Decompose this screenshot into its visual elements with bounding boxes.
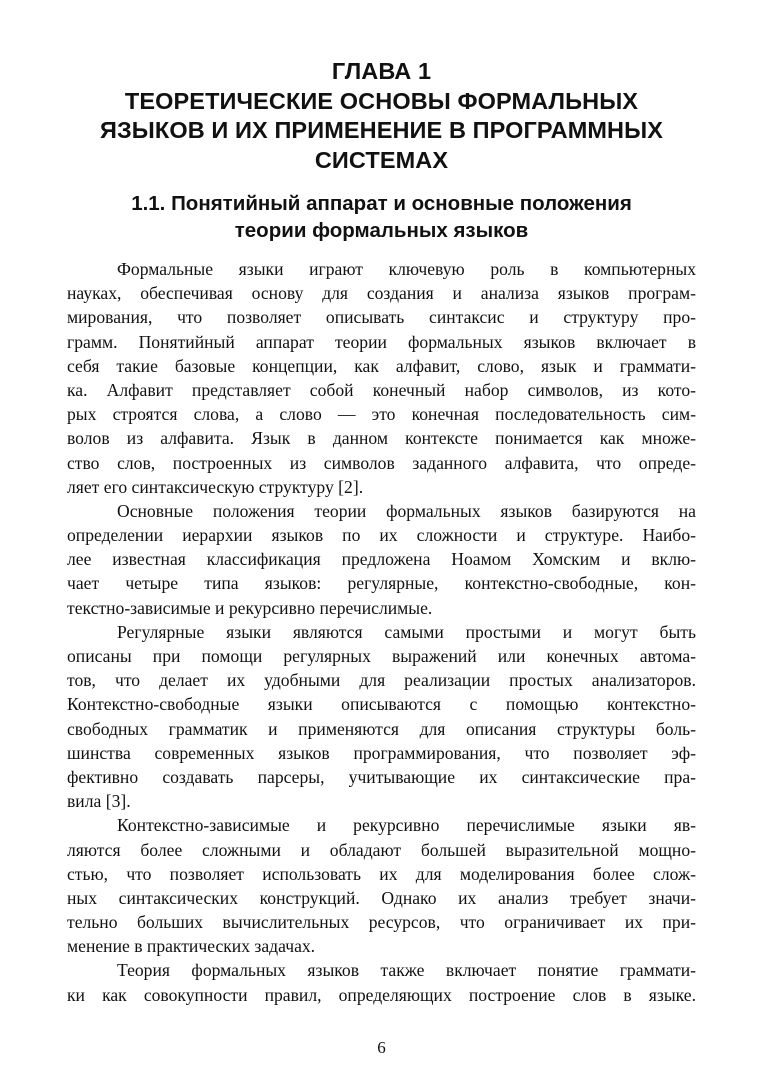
paragraph-line: Теория формальных языков также включает понятие граммати- (117, 960, 696, 981)
body-text (67, 257, 696, 1007)
paragraph-line: стью, что позволяет использовать их для моделирования более слож- (67, 863, 696, 884)
chapter-heading (40, 57, 723, 175)
paragraph (67, 257, 696, 499)
paragraph-line: Формальные языки играют ключевую роль в компьютерных (117, 259, 696, 279)
paragraph-line: ка. Алфавит представляет собой конечный набор символов, из кото- (67, 379, 696, 400)
paragraph-line: шинства современных языков программирования, что позволяет эф- (67, 742, 696, 763)
paragraph-line: тов, что делает их удобными для реализации простых анализаторов. (67, 670, 696, 691)
paragraph-line: себя такие базовые концепции, как алфавит, слово, язык и граммати- (67, 355, 696, 376)
paragraph (67, 620, 696, 814)
paragraph-line: Регулярные языки являются самыми простыми и могут быть (117, 621, 696, 642)
paragraph-line: рых строятся слова, а слово — это конечная последовательность сим- (67, 404, 696, 425)
paragraph-line: тельно больших вычислительных ресурсов, что ограничивает их при- (67, 912, 696, 933)
paragraph (67, 958, 696, 1006)
paragraph-line: волов из алфавита. Язык в данном контексте понимается как множе- (67, 428, 696, 449)
paragraph-line: менение в практических задачах. (67, 936, 316, 957)
paragraph-line: чает четыре типа языков: регулярные, контекстно-свободные, кон- (67, 573, 696, 594)
section-heading (40, 190, 723, 244)
chapter-label: ГЛАВА 1 (331, 58, 432, 84)
paragraph-line: грамм. Понятийный аппарат теории формальных языков включает в (67, 331, 696, 352)
paragraph-line: ных синтаксических конструкций. Однако их анализ требует значи- (67, 887, 696, 908)
page-number: 6 (377, 1038, 386, 1057)
paragraph-line: ляет его синтаксическую структуру [2]. (67, 476, 364, 497)
section-title-line: 1.1. Понятийный аппарат и основные положения (131, 192, 632, 215)
paragraph-line: лее известная классификация предложена Ноамом Хомским и вклю- (67, 549, 696, 570)
paragraph-line: Контекстно-зависимые и рекурсивно перечислимые языки яв- (117, 815, 696, 836)
paragraph-line: фективно создавать парсеры, учитывающие их синтаксические пра- (67, 766, 696, 787)
paragraph-line: Контекстно-свободные языки описываются с помощью контекстно- (67, 694, 696, 715)
section-title-line: теории формальных языков (234, 219, 529, 242)
paragraph-line: ляются более сложными и обладают большей выразительной мощно- (67, 839, 696, 860)
paragraph-line: ки как совокупности правил, определяющих построение слов в языке. (67, 984, 696, 1005)
paragraph-line: вила [3]. (67, 791, 131, 812)
paragraph-line: свободных грамматик и применяются для описания структуры боль- (67, 718, 696, 739)
chapter-title-line: ЯЗЫКОВ И ИХ ПРИМЕНЕНИЕ В ПРОГРАММНЫХ (99, 117, 663, 143)
paragraph-line: мирования, что позволяет описывать синтаксис и структуру про- (67, 307, 696, 328)
paragraph-line: текстно-зависимые и рекурсивно перечислимые. (67, 597, 433, 618)
chapter-title-line: СИСТЕМАХ (314, 146, 449, 173)
paragraph (67, 499, 696, 620)
paragraph-line: определении иерархии языков по их сложности и структуре. Наибо- (67, 525, 696, 546)
paragraph (67, 813, 696, 958)
paragraph-line: ство слов, построенных из символов заданного алфавита, что опреде- (67, 452, 696, 473)
paragraph-line: Основные положения теории формальных языков базируются на (117, 500, 696, 521)
paragraph-line: описаны при помощи регулярных выражений или конечных автома- (67, 646, 696, 666)
chapter-title-line: ТЕОРЕТИЧЕСКИЕ ОСНОВЫ ФОРМАЛЬНЫХ (124, 87, 639, 114)
paragraph-line: науках, обеспечивая основу для создания и анализа языков програм- (67, 283, 696, 304)
